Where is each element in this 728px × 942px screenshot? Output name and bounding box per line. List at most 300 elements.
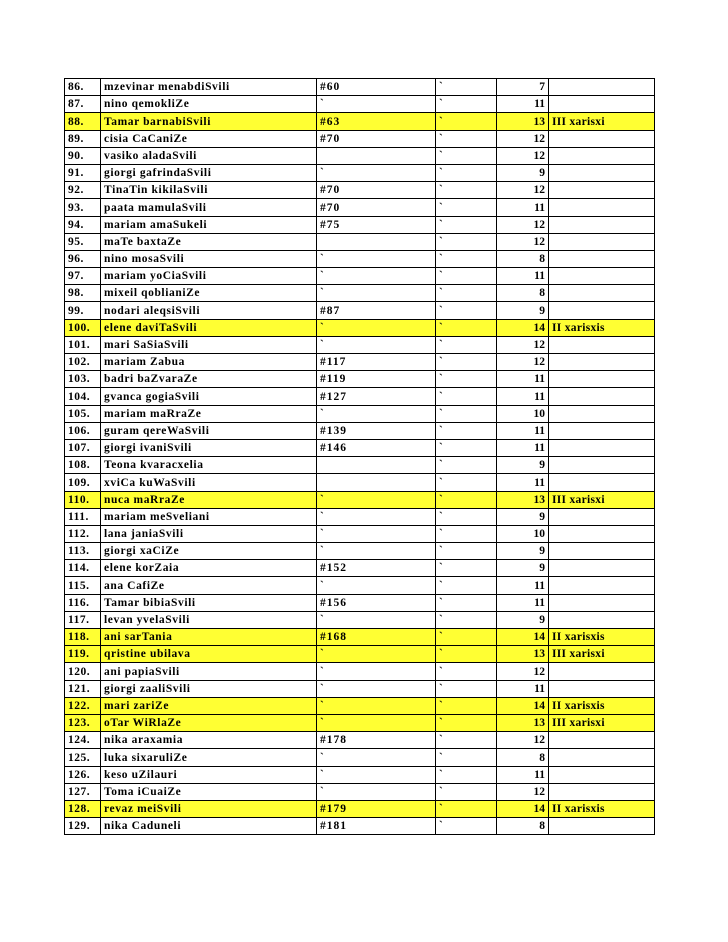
table-row (65, 508, 655, 525)
mark-cell: ` (436, 147, 497, 164)
grade-note (549, 354, 655, 371)
record-id: #70 (317, 182, 436, 199)
table-row (65, 130, 655, 147)
mark-cell: ` (436, 422, 497, 439)
student-name: revaz meiSvili (101, 800, 317, 817)
record-id: #119 (317, 371, 436, 388)
table-row (65, 216, 655, 233)
grade-note (549, 268, 655, 285)
grade-note (549, 285, 655, 302)
row-number: 102. (65, 354, 101, 371)
score-cell: 13 (497, 646, 549, 663)
score-cell: 14 (497, 800, 549, 817)
grade-note (549, 439, 655, 456)
row-number: 115. (65, 577, 101, 594)
score-cell: 11 (497, 766, 549, 783)
mark-cell: ` (436, 491, 497, 508)
student-name: gvanca gogiaSvili (101, 388, 317, 405)
student-name: Tamar barnabiSvili (101, 113, 317, 130)
score-cell: 12 (497, 147, 549, 164)
student-name: qristine ubilava (101, 646, 317, 663)
score-cell: 11 (497, 577, 549, 594)
record-id: ` (317, 268, 436, 285)
record-id: ` (317, 319, 436, 336)
score-cell: 9 (497, 508, 549, 525)
grade-note: III xarisxi (549, 646, 655, 663)
table-row (65, 697, 655, 714)
grade-note (549, 818, 655, 835)
record-id: ` (317, 646, 436, 663)
grade-note: III xarisxi (549, 113, 655, 130)
mark-cell: ` (436, 525, 497, 542)
row-number: 103. (65, 371, 101, 388)
mark-cell: ` (436, 732, 497, 749)
grade-note (549, 147, 655, 164)
score-cell: 8 (497, 818, 549, 835)
row-number: 126. (65, 766, 101, 783)
mark-cell: ` (436, 164, 497, 181)
grade-note (549, 199, 655, 216)
mark-cell: ` (436, 714, 497, 731)
student-name: giorgi zaaliSvili (101, 680, 317, 697)
grade-note (549, 560, 655, 577)
student-name: elene korZaia (101, 560, 317, 577)
table-row (65, 405, 655, 422)
grade-note (549, 371, 655, 388)
score-cell: 9 (497, 560, 549, 577)
record-id: #87 (317, 302, 436, 319)
score-cell: 7 (497, 79, 549, 96)
student-name: elene daviTaSvili (101, 319, 317, 336)
grade-note (549, 233, 655, 250)
table-row (65, 474, 655, 491)
score-cell: 12 (497, 663, 549, 680)
student-name: oTar WiRlaZe (101, 714, 317, 731)
student-name: nino qemokliZe (101, 96, 317, 113)
record-id: #70 (317, 130, 436, 147)
record-id: ` (317, 543, 436, 560)
student-name: badri baZvaraZe (101, 371, 317, 388)
row-number: 101. (65, 336, 101, 353)
table-row (65, 79, 655, 96)
student-name: giorgi gafrindaSvili (101, 164, 317, 181)
table-row (65, 732, 655, 749)
grade-note: II xarisxis (549, 697, 655, 714)
table-row (65, 714, 655, 731)
record-id (317, 233, 436, 250)
score-cell: 12 (497, 182, 549, 199)
grade-note (549, 543, 655, 560)
student-name: mariam meSveliani (101, 508, 317, 525)
record-id: #117 (317, 354, 436, 371)
grade-note: II xarisxis (549, 800, 655, 817)
row-number: 127. (65, 783, 101, 800)
record-id: #152 (317, 560, 436, 577)
row-number: 129. (65, 818, 101, 835)
table-row (65, 766, 655, 783)
score-cell: 14 (497, 629, 549, 646)
mark-cell: ` (436, 268, 497, 285)
table-row (65, 336, 655, 353)
student-name: cisia CaCaniZe (101, 130, 317, 147)
mark-cell: ` (436, 388, 497, 405)
mark-cell: ` (436, 302, 497, 319)
record-id (317, 457, 436, 474)
row-number: 87. (65, 96, 101, 113)
record-id: ` (317, 250, 436, 267)
score-cell: 12 (497, 336, 549, 353)
grade-note (549, 130, 655, 147)
score-cell: 11 (497, 199, 549, 216)
grade-note (549, 594, 655, 611)
score-cell: 11 (497, 680, 549, 697)
mark-cell: ` (436, 199, 497, 216)
student-name: mari SaSiaSvili (101, 336, 317, 353)
score-cell: 11 (497, 388, 549, 405)
mark-cell: ` (436, 646, 497, 663)
row-number: 120. (65, 663, 101, 680)
table-row (65, 319, 655, 336)
score-cell: 8 (497, 250, 549, 267)
mark-cell: ` (436, 405, 497, 422)
student-name: maTe baxtaZe (101, 233, 317, 250)
record-id: ` (317, 680, 436, 697)
student-name: mariam yoCiaSvili (101, 268, 317, 285)
student-name: nika araxamia (101, 732, 317, 749)
mark-cell: ` (436, 439, 497, 456)
grade-note (549, 79, 655, 96)
score-cell: 12 (497, 233, 549, 250)
table-row (65, 818, 655, 835)
results-table (64, 78, 655, 835)
mark-cell: ` (436, 766, 497, 783)
record-id: #168 (317, 629, 436, 646)
table-row (65, 302, 655, 319)
mark-cell: ` (436, 543, 497, 560)
mark-cell: ` (436, 285, 497, 302)
score-cell: 13 (497, 113, 549, 130)
mark-cell: ` (436, 216, 497, 233)
row-number: 118. (65, 629, 101, 646)
row-number: 90. (65, 147, 101, 164)
student-name: giorgi ivaniSvili (101, 439, 317, 456)
record-id: ` (317, 611, 436, 628)
mark-cell: ` (436, 130, 497, 147)
record-id: #146 (317, 439, 436, 456)
score-cell: 10 (497, 405, 549, 422)
table-row (65, 96, 655, 113)
student-name: xviCa kuWaSvili (101, 474, 317, 491)
row-number: 99. (65, 302, 101, 319)
mark-cell: ` (436, 113, 497, 130)
table-row (65, 800, 655, 817)
student-name: mariam amaSukeli (101, 216, 317, 233)
score-cell: 11 (497, 474, 549, 491)
table-row (65, 577, 655, 594)
table-row (65, 371, 655, 388)
grade-note (549, 457, 655, 474)
student-name: mari zariZe (101, 697, 317, 714)
mark-cell: ` (436, 371, 497, 388)
grade-note (549, 216, 655, 233)
mark-cell: ` (436, 250, 497, 267)
mark-cell: ` (436, 354, 497, 371)
mark-cell: ` (436, 577, 497, 594)
grade-note: II xarisxis (549, 629, 655, 646)
student-name: ana CafiZe (101, 577, 317, 594)
record-id: #70 (317, 199, 436, 216)
row-number: 124. (65, 732, 101, 749)
mark-cell: ` (436, 474, 497, 491)
table-row (65, 680, 655, 697)
table-row (65, 491, 655, 508)
score-cell: 12 (497, 130, 549, 147)
row-number: 116. (65, 594, 101, 611)
student-name: paata mamulaSvili (101, 199, 317, 216)
grade-note (549, 577, 655, 594)
mark-cell: ` (436, 508, 497, 525)
row-number: 125. (65, 749, 101, 766)
record-id: ` (317, 96, 436, 113)
record-id (317, 147, 436, 164)
grade-note (549, 680, 655, 697)
grade-note: II xarisxis (549, 319, 655, 336)
mark-cell: ` (436, 611, 497, 628)
table-row (65, 457, 655, 474)
row-number: 128. (65, 800, 101, 817)
student-name: luka sixaruliZe (101, 749, 317, 766)
mark-cell: ` (436, 629, 497, 646)
score-cell: 14 (497, 319, 549, 336)
grade-note (549, 783, 655, 800)
row-number: 123. (65, 714, 101, 731)
record-id: ` (317, 783, 436, 800)
record-id: ` (317, 663, 436, 680)
record-id: #139 (317, 422, 436, 439)
table-row (65, 783, 655, 800)
student-name: guram qereWaSvili (101, 422, 317, 439)
table-row (65, 233, 655, 250)
grade-note (549, 250, 655, 267)
mark-cell: ` (436, 96, 497, 113)
table-row (65, 560, 655, 577)
score-cell: 9 (497, 543, 549, 560)
row-number: 97. (65, 268, 101, 285)
row-number: 89. (65, 130, 101, 147)
row-number: 113. (65, 543, 101, 560)
row-number: 119. (65, 646, 101, 663)
row-number: 98. (65, 285, 101, 302)
record-id: #75 (317, 216, 436, 233)
table-row (65, 250, 655, 267)
student-name: mariam Zabua (101, 354, 317, 371)
table-row (65, 663, 655, 680)
mark-cell: ` (436, 663, 497, 680)
mark-cell: ` (436, 697, 497, 714)
grade-note (549, 525, 655, 542)
student-name: mixeil qoblianiZe (101, 285, 317, 302)
row-number: 88. (65, 113, 101, 130)
record-id: ` (317, 697, 436, 714)
score-cell: 11 (497, 268, 549, 285)
table-row (65, 388, 655, 405)
record-id: #63 (317, 113, 436, 130)
score-cell: 9 (497, 611, 549, 628)
student-name: Toma iCuaiZe (101, 783, 317, 800)
student-name: giorgi xaCiZe (101, 543, 317, 560)
table-row (65, 199, 655, 216)
table-row (65, 422, 655, 439)
student-name: mzevinar menabdiSvili (101, 79, 317, 96)
score-cell: 13 (497, 491, 549, 508)
table-row (65, 439, 655, 456)
row-number: 112. (65, 525, 101, 542)
score-cell: 12 (497, 783, 549, 800)
table-row (65, 594, 655, 611)
row-number: 95. (65, 233, 101, 250)
student-name: nodari aleqsiSvili (101, 302, 317, 319)
grade-note: III xarisxi (549, 491, 655, 508)
row-number: 111. (65, 508, 101, 525)
table-row (65, 113, 655, 130)
record-id: ` (317, 766, 436, 783)
score-cell: 9 (497, 457, 549, 474)
grade-note (549, 164, 655, 181)
row-number: 94. (65, 216, 101, 233)
row-number: 114. (65, 560, 101, 577)
grade-note (549, 766, 655, 783)
grade-note: III xarisxi (549, 714, 655, 731)
row-number: 117. (65, 611, 101, 628)
row-number: 107. (65, 439, 101, 456)
mark-cell: ` (436, 749, 497, 766)
score-cell: 9 (497, 164, 549, 181)
mark-cell: ` (436, 336, 497, 353)
score-cell: 14 (497, 697, 549, 714)
score-cell: 8 (497, 285, 549, 302)
score-cell: 12 (497, 354, 549, 371)
grade-note (549, 336, 655, 353)
row-number: 109. (65, 474, 101, 491)
grade-note (549, 749, 655, 766)
table-row (65, 164, 655, 181)
mark-cell: ` (436, 594, 497, 611)
grade-note (549, 611, 655, 628)
table-row (65, 525, 655, 542)
student-name: mariam maRraZe (101, 405, 317, 422)
row-number: 105. (65, 405, 101, 422)
record-id (317, 474, 436, 491)
record-id: #179 (317, 800, 436, 817)
mark-cell: ` (436, 560, 497, 577)
row-number: 106. (65, 422, 101, 439)
row-number: 92. (65, 182, 101, 199)
grade-note (549, 474, 655, 491)
score-cell: 11 (497, 594, 549, 611)
student-name: nino mosaSvili (101, 250, 317, 267)
record-id: ` (317, 405, 436, 422)
grade-note (549, 508, 655, 525)
mark-cell: ` (436, 800, 497, 817)
record-id: ` (317, 285, 436, 302)
table-row (65, 285, 655, 302)
mark-cell: ` (436, 182, 497, 199)
record-id: #156 (317, 594, 436, 611)
student-name: nika Caduneli (101, 818, 317, 835)
score-cell: 11 (497, 422, 549, 439)
grade-note (549, 96, 655, 113)
student-name: keso uZilauri (101, 766, 317, 783)
row-number: 91. (65, 164, 101, 181)
record-id: ` (317, 508, 436, 525)
mark-cell: ` (436, 79, 497, 96)
row-number: 110. (65, 491, 101, 508)
score-cell: 11 (497, 371, 549, 388)
score-cell: 12 (497, 732, 549, 749)
table-row (65, 147, 655, 164)
record-id: ` (317, 164, 436, 181)
table-row (65, 543, 655, 560)
student-name: levan yvelaSvili (101, 611, 317, 628)
grade-note (549, 422, 655, 439)
mark-cell: ` (436, 783, 497, 800)
score-cell: 11 (497, 96, 549, 113)
mark-cell: ` (436, 680, 497, 697)
row-number: 104. (65, 388, 101, 405)
score-cell: 12 (497, 216, 549, 233)
student-name: ani sarTania (101, 629, 317, 646)
record-id: ` (317, 749, 436, 766)
mark-cell: ` (436, 457, 497, 474)
grade-note (549, 388, 655, 405)
row-number: 86. (65, 79, 101, 96)
student-name: Teona kvaracxelia (101, 457, 317, 474)
row-number: 108. (65, 457, 101, 474)
score-cell: 11 (497, 439, 549, 456)
row-number: 96. (65, 250, 101, 267)
student-name: TinaTin kikilaSvili (101, 182, 317, 199)
score-cell: 8 (497, 749, 549, 766)
mark-cell: ` (436, 818, 497, 835)
table-row (65, 611, 655, 628)
student-name: lana janiaSvili (101, 525, 317, 542)
table-row (65, 354, 655, 371)
record-id: ` (317, 577, 436, 594)
table-row (65, 268, 655, 285)
record-id: #178 (317, 732, 436, 749)
record-id: ` (317, 525, 436, 542)
row-number: 121. (65, 680, 101, 697)
student-name: ani papiaSvili (101, 663, 317, 680)
grade-note (549, 663, 655, 680)
student-name: Tamar bibiaSvili (101, 594, 317, 611)
score-cell: 10 (497, 525, 549, 542)
row-number: 93. (65, 199, 101, 216)
student-name: vasiko aladaSvili (101, 147, 317, 164)
grade-note (549, 405, 655, 422)
record-id: ` (317, 491, 436, 508)
table-row (65, 646, 655, 663)
score-cell: 13 (497, 714, 549, 731)
table-row (65, 182, 655, 199)
record-id: ` (317, 714, 436, 731)
record-id: #181 (317, 818, 436, 835)
row-number: 100. (65, 319, 101, 336)
score-cell: 9 (497, 302, 549, 319)
record-id: ` (317, 336, 436, 353)
grade-note (549, 732, 655, 749)
row-number: 122. (65, 697, 101, 714)
